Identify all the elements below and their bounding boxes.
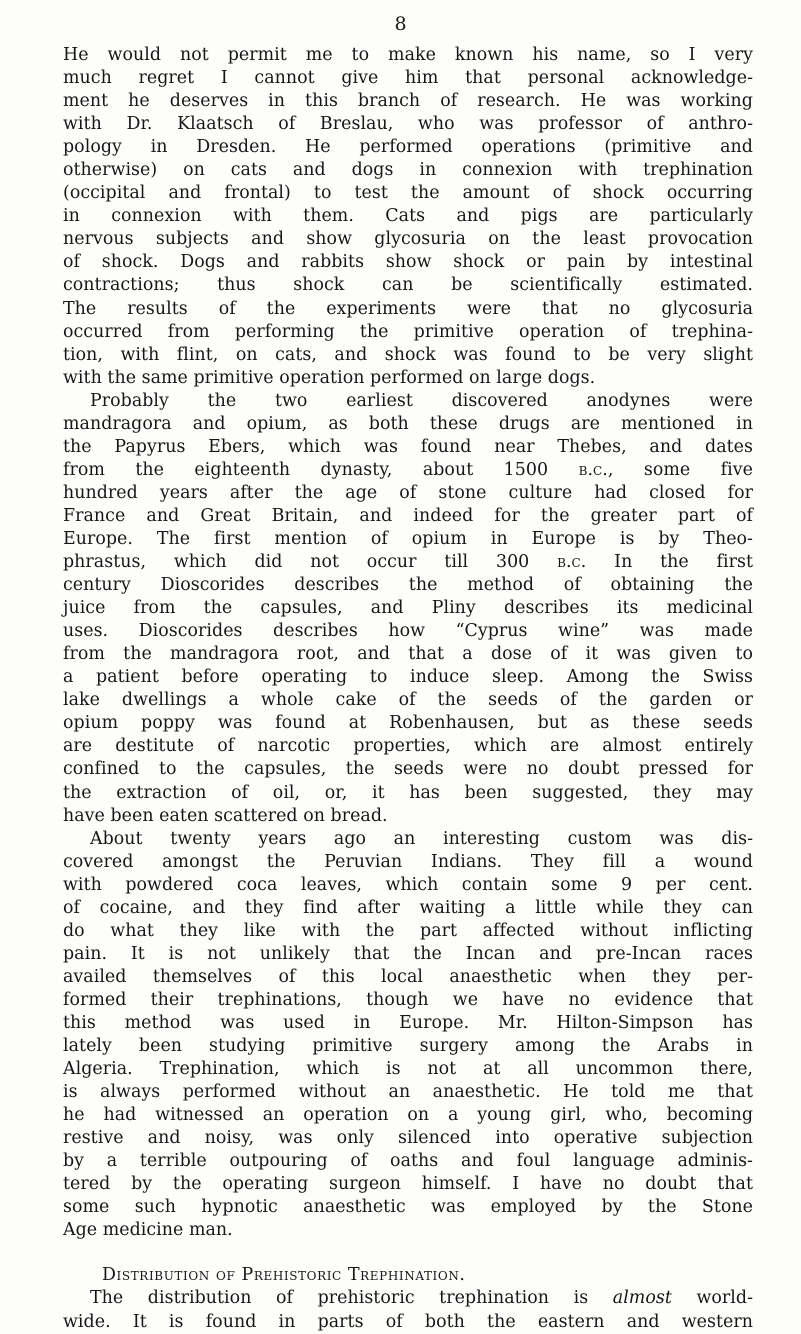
paragraph-line: (occipital and frontal) to test the amount of shock occurring [63,183,753,204]
final-paragraph [63,1287,753,1333]
paragraph-line: much regret I cannot give him that personal acknowledge- [63,68,753,89]
paragraph-line: opium poppy was found at Robenhausen, but as these seeds [63,713,753,734]
paragraph-line: The results of the experiments were that no glycosuria [63,298,753,319]
paragraph-line: confined to the capsules, the seeds were no doubt pressed for [63,759,753,780]
paragraph-line: uses. Dioscorides describes how “Cyprus wine” was made [63,621,753,642]
paragraph-line: have been eaten scattered on bread. [63,805,388,826]
paragraph-line: from the mandragora root, and that a dose of it was given to [63,644,753,665]
paragraph-line: availed themselves of this local anaesthetic when they per- [63,966,753,987]
paragraph-line: the extraction of oil, or, it has been suggested, they may [63,782,753,803]
paragraph-line: Algeria. Trephination, which is not at all uncommon there, [63,1059,753,1080]
paragraph-line: occurred from performing the primitive operation of trephina- [63,321,753,342]
text-run: world- [671,1288,753,1309]
paragraph-line: by a terrible outpouring of oaths and foul language adminis- [63,1151,753,1172]
paragraph-line: from the eighteenth dynasty, about 1500 b.c., some five [63,459,753,480]
paragraph-line: ment he deserves in this branch of research. He was working [63,91,753,112]
paragraph-line: he had witnessed an operation on a young girl, who, becoming [63,1105,753,1126]
era-abbreviation: b.c. [557,552,587,573]
paragraph-line: contractions; thus shock can be scientifically estimated. [63,275,753,296]
paragraph-line: formed their trephinations, though we have no evidence that [63,989,753,1010]
paragraph-line: otherwise) on cats and dogs in connexion with trephination [63,160,753,181]
paragraph [63,828,753,1243]
paragraph-line: pain. It is not unlikely that the Incan and pre-Incan races [63,943,753,964]
paragraph-line: a patient before operating to induce sleep. Among the Swiss [63,667,753,688]
paragraph-line: juice from the capsules, and Pliny describes its medicinal [63,598,753,619]
paragraph-line: this method was used in Europe. Mr. Hilton-Simpson has [63,1012,753,1033]
paragraph-line: do what they like with the part affected without inflicting [63,920,753,941]
paragraph-line: are destitute of narcotic properties, which are almost entirely [63,736,753,757]
paragraph-line: tered by the operating surgeon himself. I have no doubt that [63,1174,753,1195]
paragraph-line: mandragora and opium, as both these drugs are mentioned in [63,413,753,434]
body-text [63,44,753,1334]
paragraph-line: the Papyrus Ebers, which was found near Thebes, and dates [63,436,753,457]
paragraph-line: phrastus, which did not occur till 300 b.c. In the first [63,552,753,573]
paragraphs [63,44,753,1242]
paragraph-line [63,1287,753,1310]
italic-emphasis: almost [612,1288,672,1309]
paragraph-line: nervous subjects and show glycosuria on the least provocation [63,229,753,250]
paragraph-line: of cocaine, and they find after waiting a little while they can [63,897,753,918]
text-run: The distribution of prehistoric trephination is [90,1288,613,1309]
paragraph [63,390,753,828]
paragraph-line: with the same primitive operation performed on large dogs. [63,367,596,388]
paragraph-line: covered amongst the Peruvian Indians. They fill a wound [63,851,753,872]
paragraph-line: About twenty years ago an interesting custom was dis- [90,828,753,849]
paragraph [63,44,753,390]
paragraph-line: with Dr. Klaatsch of Breslau, who was professor of anthro- [63,114,753,135]
paragraph-line: France and Great Britain, and indeed for the greater part of [63,505,753,526]
paragraph-line: of shock. Dogs and rabbits show shock or pain by intestinal [63,252,753,273]
paragraph-line: Probably the two earliest discovered anodynes were [90,390,753,411]
paragraph-line: hundred years after the age of stone culture had closed for [63,482,753,503]
paragraph-line: pology in Dresden. He performed operations (primitive and [63,137,753,158]
paragraph-line: in connexion with them. Cats and pigs are particularly [63,206,753,227]
page-number: 8 [394,13,407,35]
paragraph-line: century Dioscorides describes the method of obtaining the [63,575,753,596]
paragraph-line: restive and noisy, was only silenced into operative subjection [63,1128,753,1149]
section-heading: Distribution of Prehistoric Trephination. [102,1265,466,1286]
paragraph-line: wide. It is found in parts of both the eastern and western [63,1311,753,1332]
paragraph-line: lake dwellings a whole cake of the seeds of the garden or [63,690,753,711]
paragraph-line: is always performed without an anaesthetic. He told me that [63,1082,753,1103]
paragraph-line: with powdered coca leaves, which contain some 9 per cent. [63,874,753,895]
paragraph-line: Europe. The first mention of opium in Europe is by Theo- [63,528,753,549]
paragraph-line: Age medicine man. [63,1220,233,1241]
paragraph-line: lately been studying primitive surgery among the Arabs in [63,1036,753,1057]
paragraph-line: He would not permit me to make known his name, so I very [63,45,753,65]
era-abbreviation: b.c. [578,459,608,480]
paragraph-line: tion, with flint, on cats, and shock was found to be very slight [63,344,753,365]
paragraph-line: some such hypnotic anaesthetic was employed by the Stone [63,1197,753,1218]
